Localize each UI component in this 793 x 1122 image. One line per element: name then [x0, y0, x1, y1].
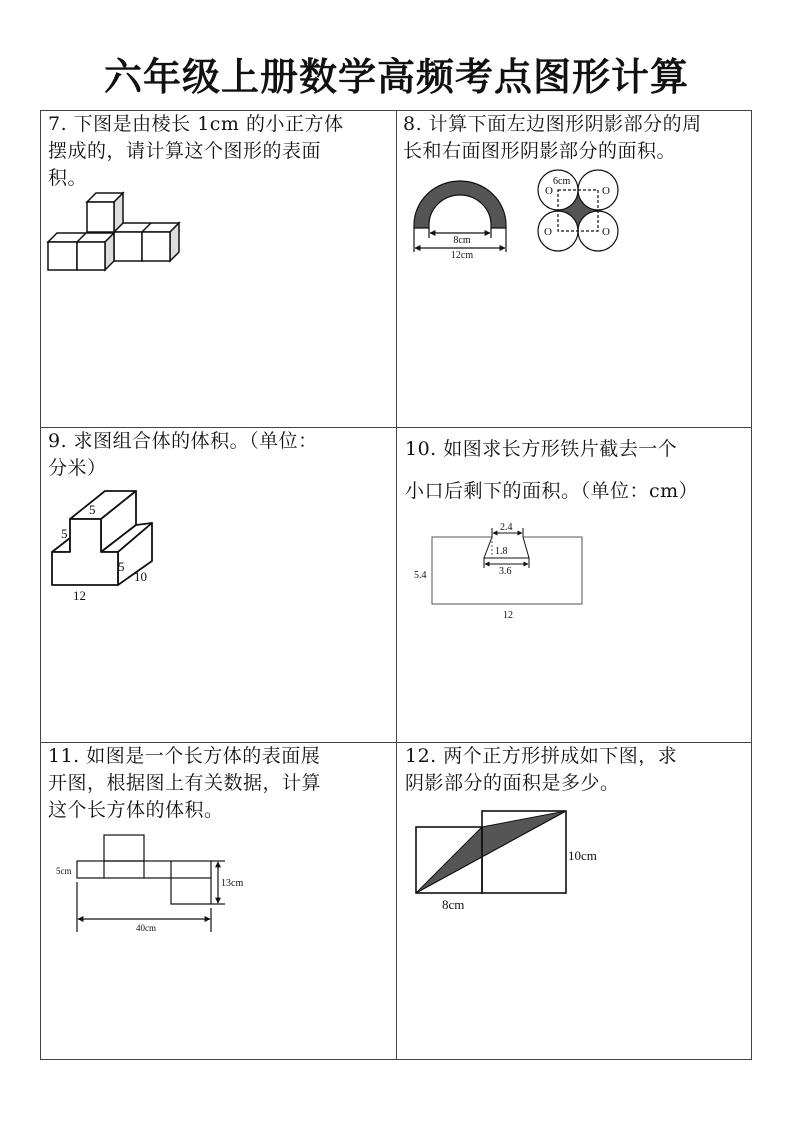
text-line: 这个长方体的体积。: [48, 799, 224, 821]
text-line: 10. 如图求长方形铁片截去一个: [405, 438, 678, 460]
dimension-label: 1.8: [495, 546, 508, 557]
composite-solid-figure: [52, 491, 152, 603]
dimension-label: 12: [73, 588, 86, 603]
small-square-label: 8cm: [442, 897, 465, 912]
text-line: 9. 求图组合体的体积。（单位：: [48, 430, 318, 452]
dimension-label: 40cm: [136, 923, 156, 933]
text-line: 长和右面图形阴影部分的面积。: [403, 140, 677, 162]
text-line: 阴影部分的面积是多少。: [405, 772, 620, 794]
dimension-label: 2.4: [500, 522, 513, 533]
cuboid-net-figure: [56, 835, 243, 933]
text-line: 12. 两个正方形拼成如下图，求: [405, 745, 678, 767]
text-line: 小口后剩下的面积。（单位：cm）: [405, 480, 699, 502]
dimension-label: 5: [89, 502, 96, 517]
text-line: 11. 如图是一个长方体的表面展: [48, 745, 321, 767]
text-line: 8. 计算下面左边图形阴影部分的周: [403, 113, 702, 135]
outer-diameter-label: 12cm: [450, 250, 474, 261]
text-line: 7. 下图是由棱长 1cm 的小正方体: [48, 113, 344, 135]
page-title: 六年级上册数学高频考点图形计算: [103, 55, 689, 99]
text-line: 摆成的，请计算这个图形的表面: [48, 140, 322, 162]
dimension-label: 13cm: [221, 878, 244, 889]
dimension-label: 5cm: [56, 866, 72, 876]
dimension-label: 5.4: [414, 570, 427, 581]
inner-diameter-label: 8cm: [453, 235, 471, 246]
notched-rectangle-figure: [414, 522, 582, 621]
center-label: O: [602, 185, 610, 197]
text-line: 分米）: [48, 457, 107, 479]
cube-stack-figure: [48, 193, 179, 270]
dimension-label: 5: [118, 559, 125, 574]
text-line: 开图，根据图上有关数据，计算: [48, 772, 322, 794]
center-label: O: [602, 226, 610, 238]
center-label: O: [545, 185, 553, 197]
dimension-label: 12: [503, 610, 513, 621]
text-line: 积。: [48, 167, 88, 189]
two-squares-figure: [416, 811, 597, 912]
dimension-label: 10: [134, 569, 147, 584]
four-circles-figure: [538, 170, 618, 251]
big-square-label: 10cm: [568, 848, 597, 863]
dimension-label: 5: [61, 526, 68, 541]
dimension-label: 3.6: [499, 566, 512, 577]
center-label: O: [544, 226, 552, 238]
side-length-label: 6cm: [553, 176, 571, 187]
semicircle-ring-figure: [414, 181, 506, 261]
